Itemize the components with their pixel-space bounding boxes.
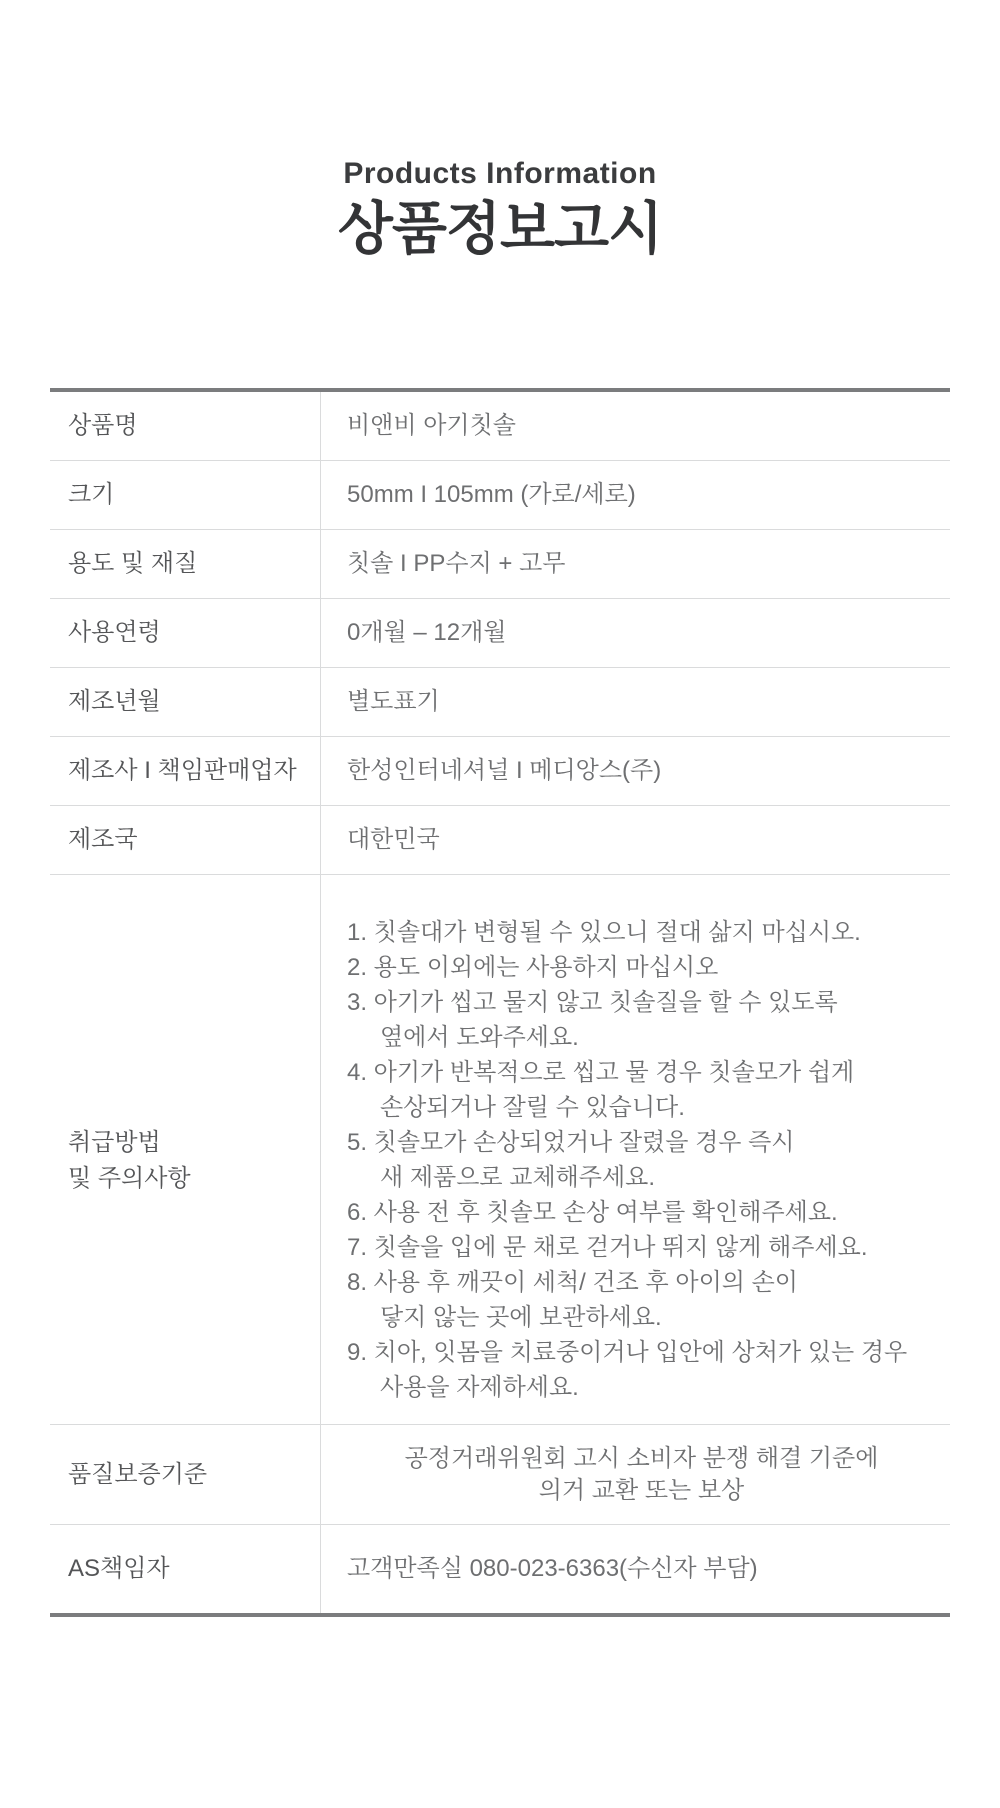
handling-item-line: 2. 용도 이외에는 사용하지 마십시오	[347, 954, 719, 981]
row-value: 한성인터네셔널 I 메디앙스(주)	[320, 737, 950, 805]
row-label: 크기	[68, 481, 115, 508]
table-row-maker	[50, 737, 950, 806]
handling-list-item	[347, 985, 907, 1055]
row-label: 제조년월	[68, 688, 161, 715]
row-label: 품질보증기준	[68, 1460, 208, 1488]
row-value: 0개월 – 12개월	[320, 599, 950, 667]
handling-list-item	[347, 1195, 907, 1230]
table-row-as	[50, 1525, 950, 1613]
handling-list-item	[347, 1335, 907, 1405]
handling-item-line: 8. 사용 후 깨끗이 세척/ 건조 후 아이의 손이	[347, 1269, 798, 1296]
warranty-value-line1: 공정거래위원회 고시 소비자 분쟁 해결 기준에	[404, 1444, 879, 1472]
handling-item-line: 9. 치아, 잇몸을 치료중이거나 입안에 상처가 있는 경우	[347, 1339, 908, 1366]
table-row-country	[50, 806, 950, 875]
row-label: 용도 및 재질	[68, 550, 198, 577]
handling-list-item	[347, 1230, 907, 1265]
row-label	[50, 875, 320, 1424]
row-value	[320, 875, 950, 1424]
row-value: 비앤비 아기칫솔	[320, 392, 950, 460]
row-label: AS책임자	[68, 1555, 170, 1582]
handling-item-line: 1. 칫솔대가 변형될 수 있으니 절대 삶지 마십시오.	[347, 919, 861, 946]
table-row-mfg-date	[50, 668, 950, 737]
handling-item-continuation: 사용을 자제하세요.	[380, 1374, 579, 1401]
table-row-warranty	[50, 1425, 950, 1525]
handling-item-line: 4. 아기가 반복적으로 씹고 물 경우 칫솔모가 쉽게	[347, 1059, 855, 1086]
handling-item-continuation: 새 제품으로 교체해주세요.	[380, 1164, 656, 1191]
handling-label-line2: 및 주의사항	[68, 1164, 191, 1192]
handling-item-line: 7. 칫솔을 입에 문 채로 걷거나 뛰지 않게 해주세요.	[347, 1234, 868, 1261]
row-value: 대한민국	[320, 806, 950, 874]
handling-item-line: 6. 사용 전 후 칫솔모 손상 여부를 확인해주세요.	[347, 1199, 838, 1226]
row-value	[320, 1425, 950, 1524]
product-info-table	[50, 388, 950, 1617]
page-header	[0, 0, 1000, 262]
row-label: 제조사 I 책임판매업자	[68, 757, 297, 784]
handling-list-item	[347, 1055, 907, 1125]
handling-instructions-list	[347, 915, 907, 1405]
row-value: 50mm I 105mm (가로/세로)	[320, 461, 950, 529]
row-value: 칫솔 I PP수지 + 고무	[320, 530, 950, 598]
handling-item-line: 3. 아기가 씹고 물지 않고 칫솔질을 할 수 있도록	[347, 989, 838, 1016]
handling-label-line1: 취급방법	[68, 1128, 161, 1156]
table-row-age	[50, 599, 950, 668]
handling-list-item	[347, 950, 907, 985]
warranty-value-line2: 의거 교환 또는 보상	[538, 1476, 745, 1504]
row-value: 고객만족실 080-023-6363(수신자 부담)	[320, 1525, 950, 1613]
table-row-use-material	[50, 530, 950, 599]
handling-label	[68, 1125, 191, 1197]
handling-item-continuation: 닿지 않는 곳에 보관하세요.	[380, 1304, 662, 1331]
table-row-handling	[50, 875, 950, 1425]
row-label: 상품명	[68, 412, 138, 439]
row-label: 사용연령	[68, 619, 161, 646]
page-title: 상품정보고시	[337, 197, 663, 261]
row-label: 제조국	[68, 826, 138, 853]
table-row-size	[50, 461, 950, 530]
table-row-product-name	[50, 392, 950, 461]
handling-item-line: 5. 칫솔모가 손상되었거나 잘렸을 경우 즉시	[347, 1129, 795, 1156]
handling-list-item	[347, 1265, 907, 1335]
handling-list-item	[347, 915, 907, 950]
handling-item-continuation: 옆에서 도와주세요.	[380, 1024, 579, 1051]
handling-item-continuation: 손상되거나 잘릴 수 있습니다.	[380, 1094, 685, 1121]
handling-list-item	[347, 1125, 907, 1195]
row-value: 별도표기	[320, 668, 950, 736]
page-subtitle: Products Information	[343, 157, 657, 190]
